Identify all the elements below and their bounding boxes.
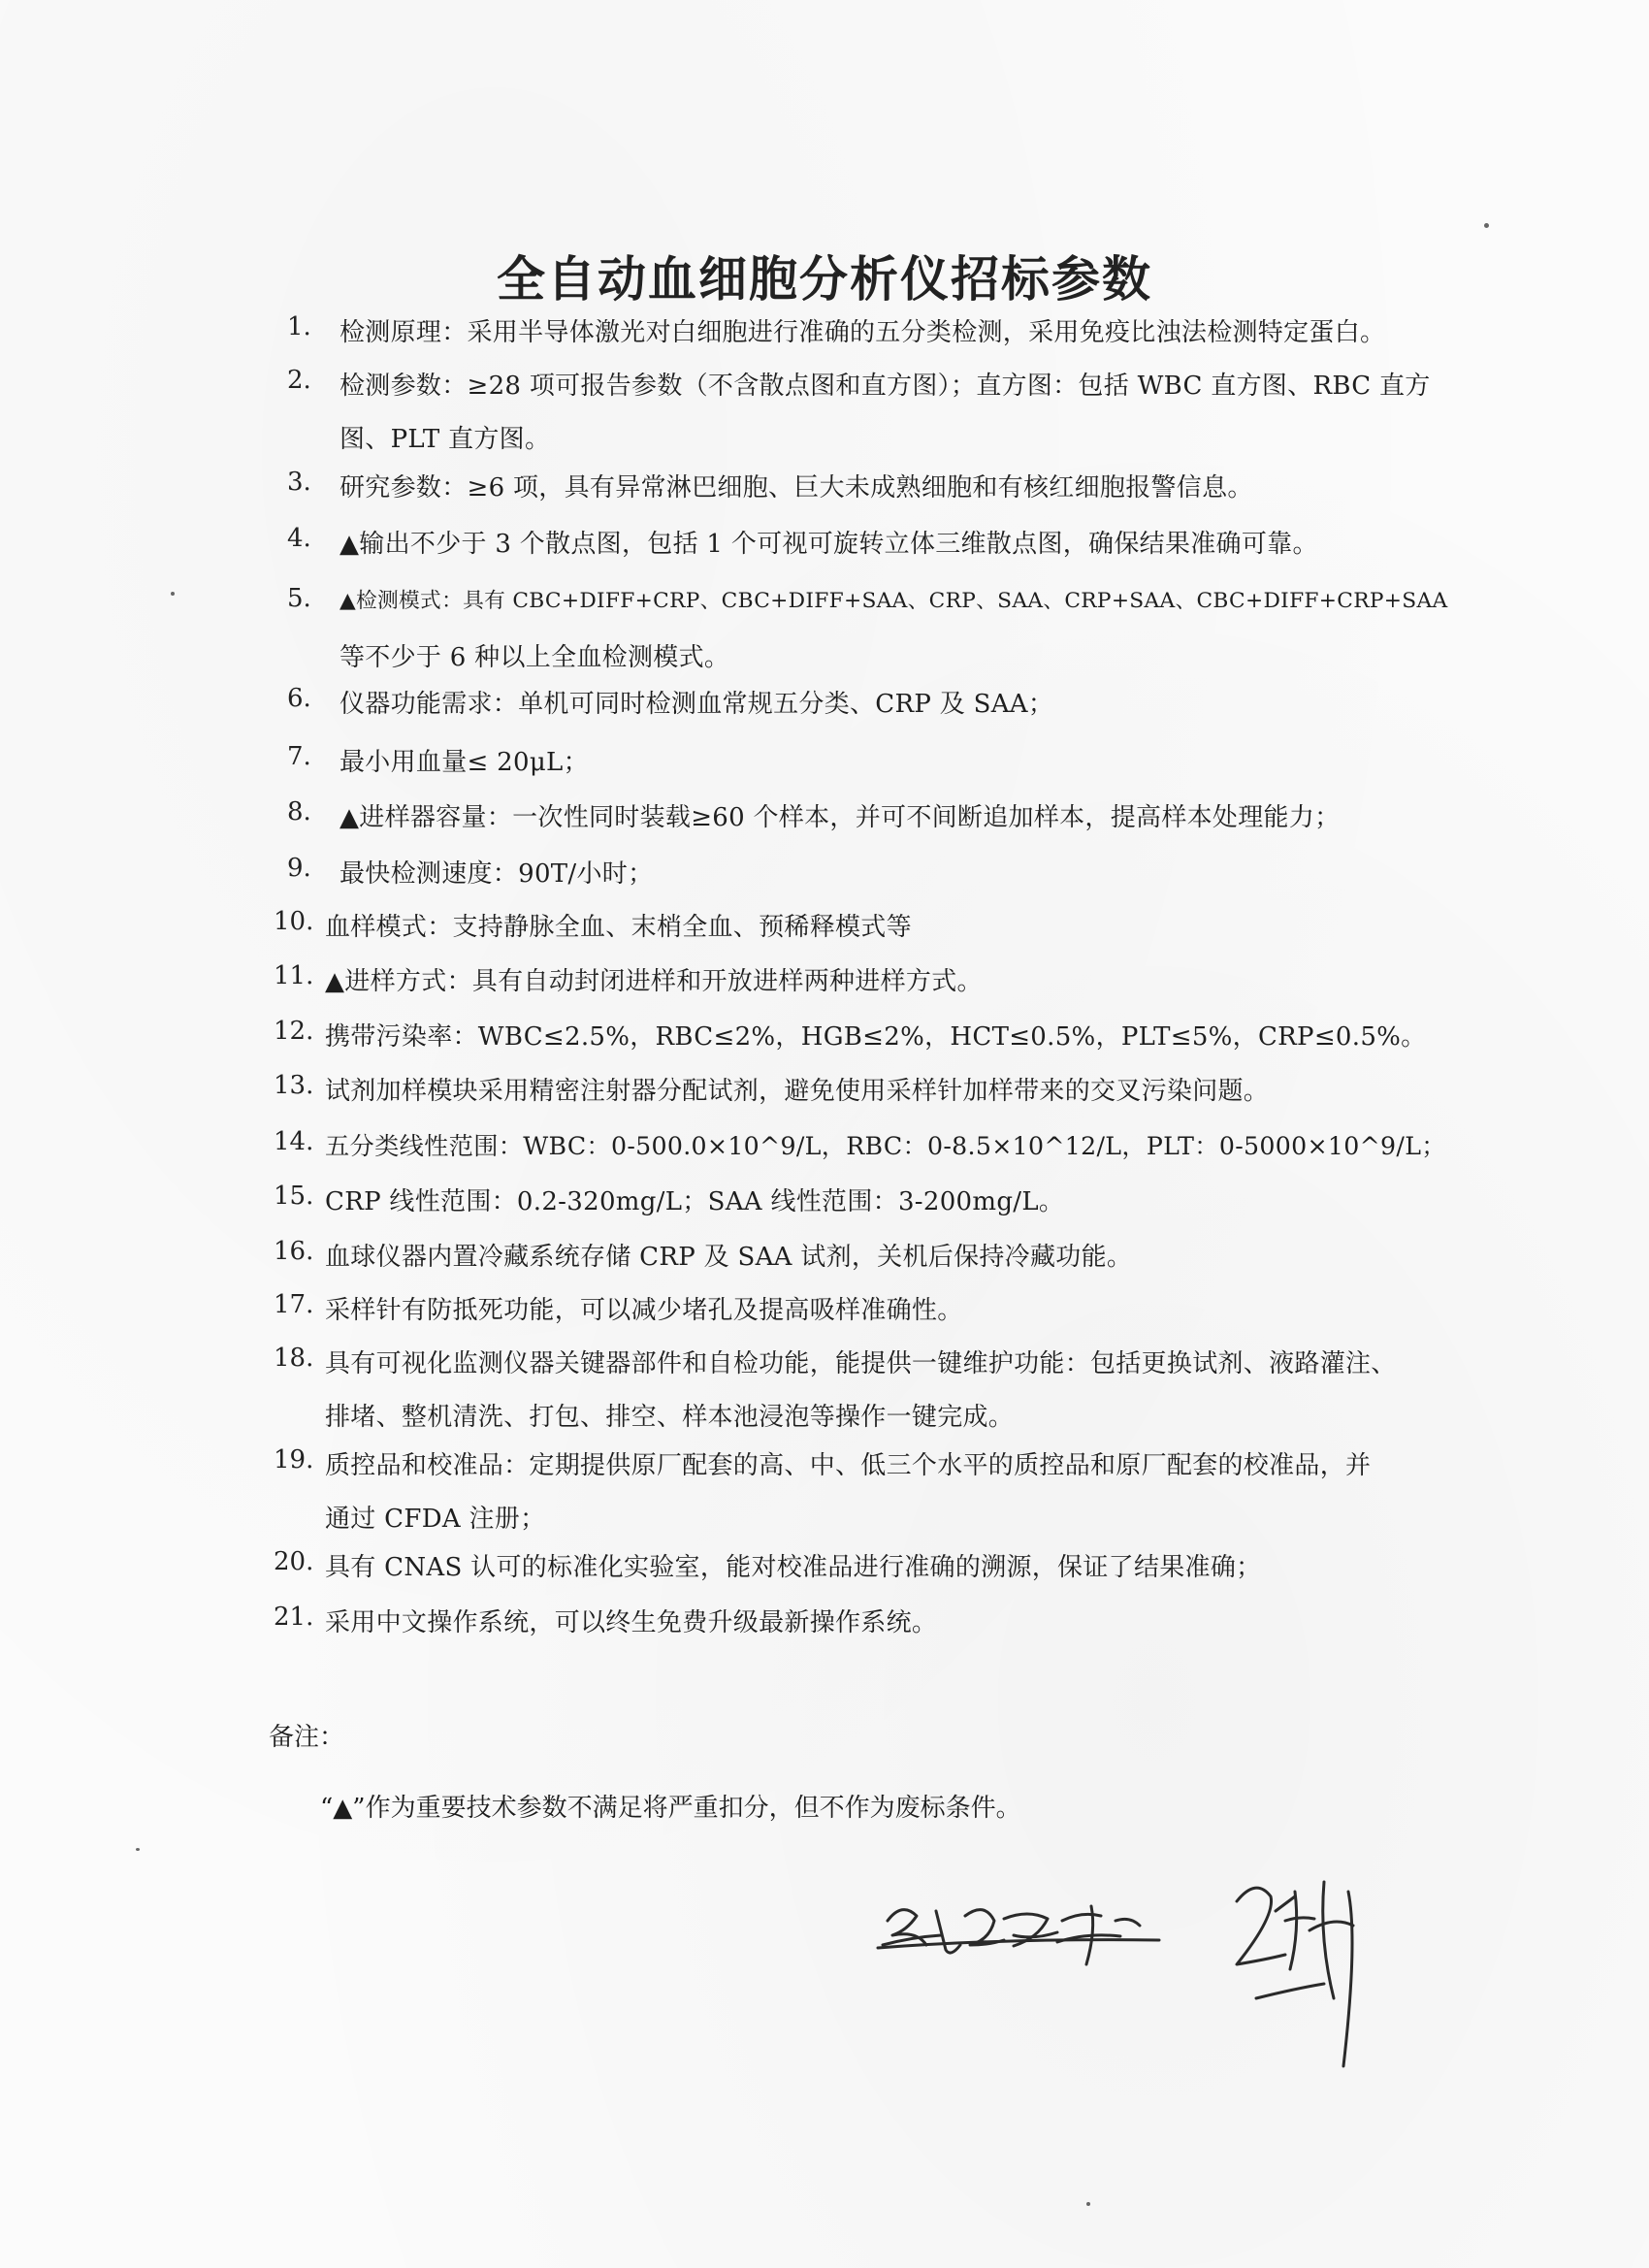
item-number: 19. xyxy=(274,1445,314,1474)
item-text-line: 排堵、整机清洗、打包、排空、样本池浸泡等操作一键完成。 xyxy=(325,1403,1015,1432)
item-number: 12. xyxy=(274,1017,314,1046)
item-number: 16. xyxy=(274,1237,314,1266)
item-number: 9. xyxy=(287,854,311,883)
item-text-line: 研究参数：≥6 项，具有异常淋巴细胞、巨大未成熟细胞和有核红细胞报警信息。 xyxy=(340,473,1253,502)
item-text-line: ▲进样方式：具有自动封闭进样和开放进样两种进样方式。 xyxy=(325,967,983,996)
item-text-line: 最快检测速度：90T/小时； xyxy=(340,859,654,889)
item-text-line: ▲检测模式：具有 CBC+DIFF+CRP、CBC+DIFF+SAA、CRP、SAA、CRP+SAA、CBC+DIFF+CRP+SAA xyxy=(340,589,1448,613)
item-text-line: 携带污染率：WBC≤2.5%，RBC≤2%，HGB≤2%，HCT≤0.5%，PLT≤5%，CRP≤0.5%。 xyxy=(325,1022,1427,1052)
item-number: 3. xyxy=(287,468,311,497)
scan-speck xyxy=(136,1848,140,1851)
item-text-line: 检测原理：采用半导体激光对白细胞进行准确的五分类检测，采用免疫比浊法检测特定蛋白。 xyxy=(340,318,1386,347)
item-number: 21. xyxy=(274,1603,314,1632)
item-text-line: CRP 线性范围：0.2-320mg/L；SAA 线性范围：3-200mg/L。 xyxy=(325,1187,1065,1216)
item-text-line: 等不少于 6 种以上全血检测模式。 xyxy=(340,643,730,672)
item-number: 5. xyxy=(287,584,311,613)
item-text-line: 血样模式：支持静脉全血、末梢全血、预稀释模式等 xyxy=(325,913,912,942)
item-number: 2. xyxy=(287,366,311,395)
item-text-line: 通过 CFDA 注册； xyxy=(325,1505,546,1534)
item-number: 20. xyxy=(274,1547,314,1576)
item-number: 10. xyxy=(274,907,314,936)
item-text-line: 具有可视化监测仪器关键器部件和自检功能，能提供一键维护功能：包括更换试剂、液路灌注、 xyxy=(325,1349,1397,1378)
item-number: 7. xyxy=(287,742,311,771)
handwritten-signature-icon xyxy=(868,1863,1450,2076)
item-text-line: 仪器功能需求：单机可同时检测血常规五分类、CRP 及 SAA； xyxy=(340,690,1054,719)
item-text-line: 具有 CNAS 认可的标准化实验室，能对校准品进行准确的溯源，保证了结果准确； xyxy=(325,1553,1262,1582)
item-text-line: ▲进样器容量：一次性同时装载≥60 个样本，并可不间断追加样本，提高样本处理能力； xyxy=(340,803,1341,832)
item-number: 13. xyxy=(274,1071,314,1100)
item-number: 15. xyxy=(274,1182,314,1211)
item-number: 4. xyxy=(287,524,311,553)
item-number: 17. xyxy=(274,1290,314,1319)
scan-speck xyxy=(1484,223,1489,228)
item-text-line: 图、PLT 直方图。 xyxy=(340,425,551,454)
document-title: 全自动血细胞分析仪招标参数 xyxy=(497,251,1152,308)
item-number: 6. xyxy=(287,684,311,713)
item-text-line: 检测参数：≥28 项可报告参数（不含散点图和直方图）；直方图：包括 WBC 直方图、RBC 直方 xyxy=(340,372,1431,401)
item-text-line: ▲输出不少于 3 个散点图，包括 1 个可视可旋转立体三维散点图，确保结果准确可靠。 xyxy=(340,530,1318,559)
item-number: 1. xyxy=(287,312,311,341)
scan-speck xyxy=(1086,2202,1090,2206)
item-text-line: 质控品和校准品：定期提供原厂配套的高、中、低三个水平的质控品和原厂配套的校准品，并 xyxy=(325,1451,1372,1480)
scan-speck xyxy=(171,592,175,596)
item-text-line: 试剂加样模块采用精密注射器分配试剂，避免使用采样针加样带来的交叉污染问题。 xyxy=(325,1077,1270,1106)
item-text-line: 血球仪器内置冷藏系统存储 CRP 及 SAA 试剂，关机后保持冷藏功能。 xyxy=(325,1243,1133,1272)
item-text-line: 采用中文操作系统，可以终生免费升级最新操作系统。 xyxy=(325,1608,938,1637)
notes-label: 备注： xyxy=(269,1723,345,1752)
item-number: 18. xyxy=(274,1344,314,1373)
item-number: 14. xyxy=(274,1127,314,1156)
item-number: 11. xyxy=(274,961,314,990)
notes-text: “▲”作为重要技术参数不满足将严重扣分，但不作为废标条件。 xyxy=(320,1794,1021,1823)
item-text-line: 最小用血量≤ 20μL； xyxy=(340,748,589,777)
item-number: 8. xyxy=(287,797,311,826)
item-text-line: 采样针有防抵死功能，可以减少堵孔及提高吸样准确性。 xyxy=(325,1296,963,1325)
item-text-line: 五分类线性范围：WBC：0-500.0×10^9/L，RBC：0-8.5×10^12/L，PLT：0-5000×10^9/L； xyxy=(325,1132,1446,1160)
